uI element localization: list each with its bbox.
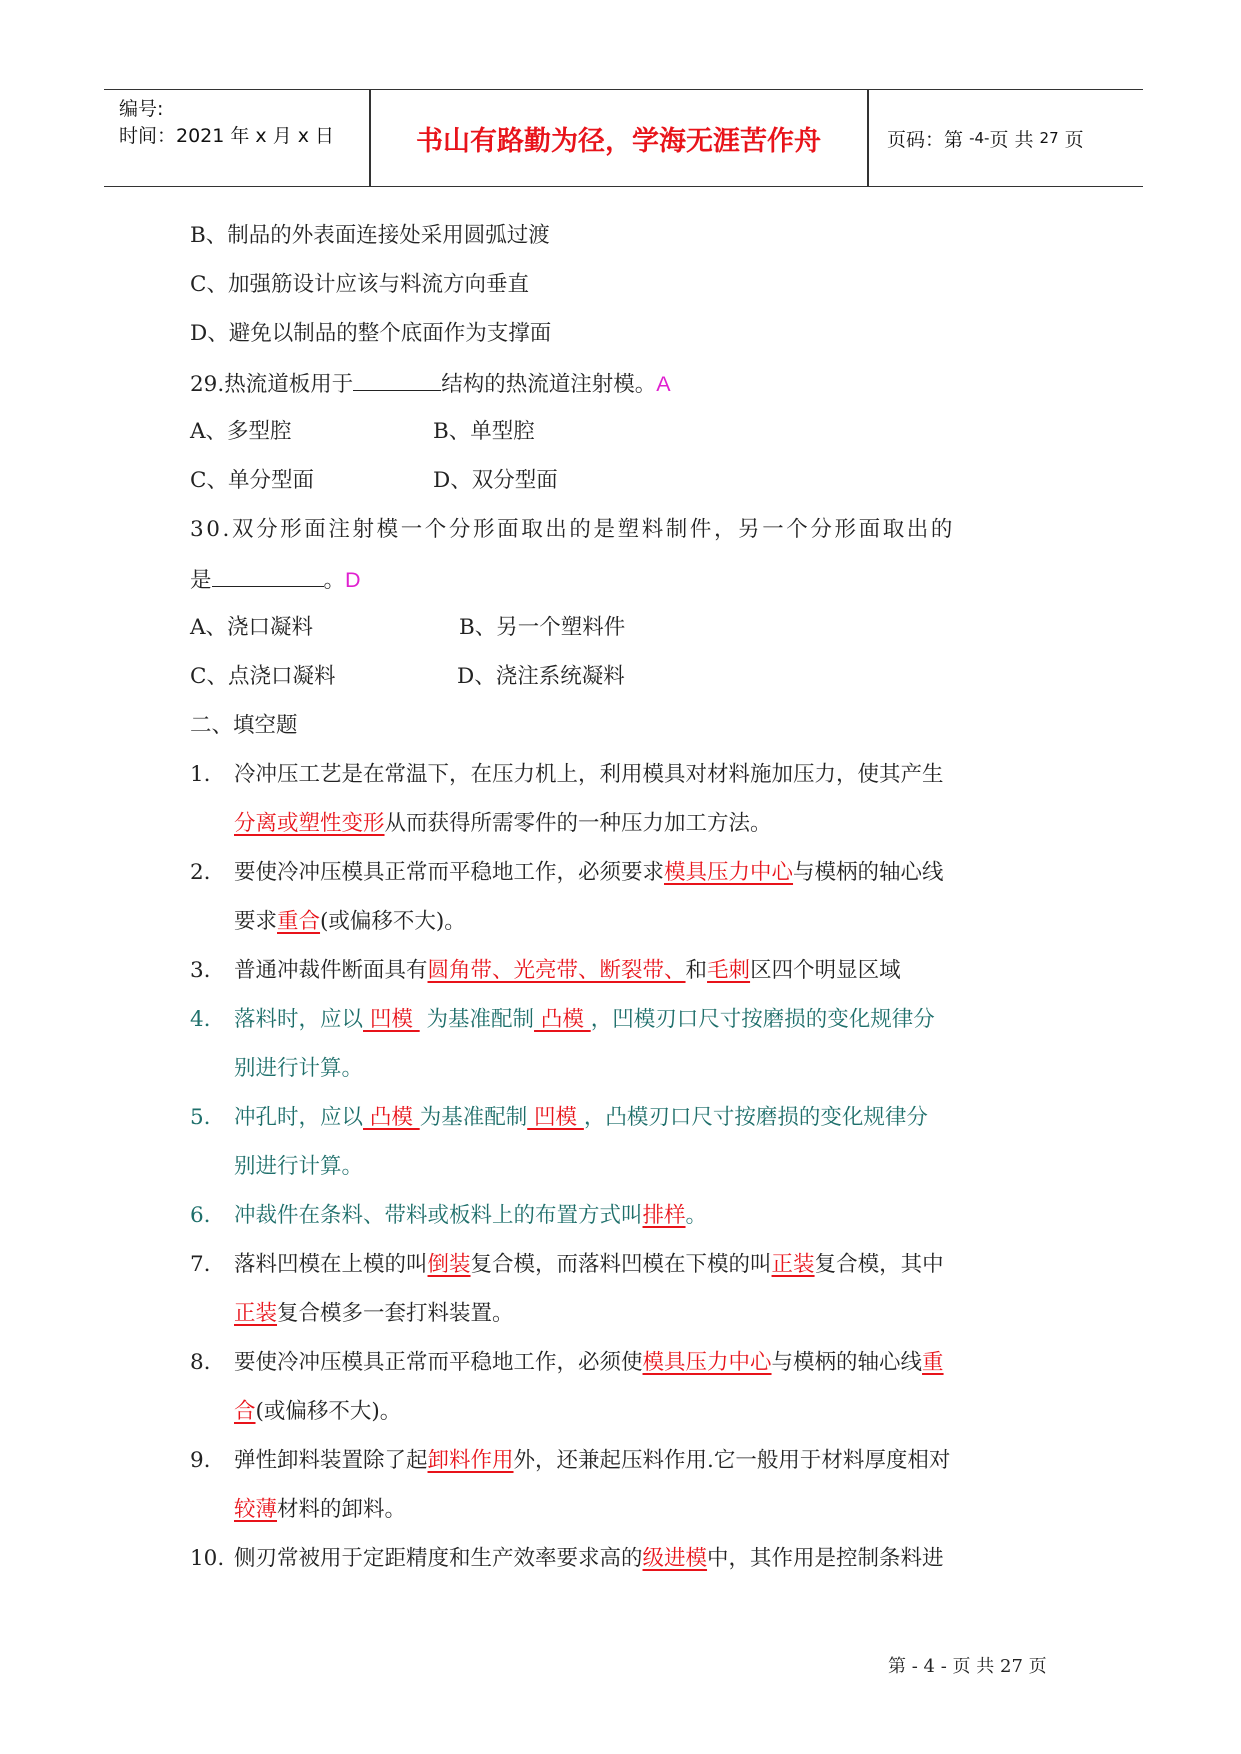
item-number: 1.	[190, 762, 211, 787]
footer-total: 27	[1000, 1656, 1023, 1677]
item-number: 5.	[190, 1105, 211, 1130]
fill-8-text: (或偏移不大)。	[255, 1399, 402, 1424]
fill-6-text: 。	[685, 1203, 708, 1228]
q30-option-b: B、另一个塑料件	[459, 615, 626, 640]
fill-3-answer: 圆角带、光亮带、断裂带、	[427, 958, 686, 983]
time-label: 时间：2021 年 x 月 x 日	[119, 125, 335, 147]
q30-answer: D	[345, 568, 361, 592]
fill-2-answer: 模具压力中心	[664, 860, 794, 885]
fill-9-line1	[234, 1446, 950, 1476]
section-fill-in-title: 二、填空题	[190, 713, 298, 738]
fill-10-text: 侧刃常被用于定距精度和生产效率要求高的	[234, 1546, 643, 1571]
fill-10-line1	[234, 1544, 944, 1574]
fill-7-text: 落料凹模在上模的叫	[234, 1252, 428, 1277]
page-total: 27	[1039, 129, 1059, 147]
number-label: 编号:	[119, 98, 164, 120]
page-header	[104, 89, 1143, 187]
q29-answer: A	[656, 372, 671, 396]
fill-1-text: 从而获得所需零件的一种压力加工方法。	[384, 811, 772, 836]
q29-text-pre: 29.热流道板用于	[190, 372, 354, 397]
fill-8-text: 要使冷冲压模具正常而平稳地工作，必须使	[234, 1350, 643, 1375]
fill-5-text: 为基准配制	[419, 1105, 528, 1130]
fill-7-text: 复合模，而落料凹模在下模的叫	[470, 1252, 772, 1277]
header-motto: 书山有路勤为径，学海无涯苦作舟	[416, 125, 821, 157]
footer-page: - 4 -	[911, 1656, 947, 1677]
item-number: 8.	[190, 1350, 211, 1375]
fill-7-line1	[234, 1250, 944, 1280]
option-b-28: B、制品的外表面连接处采用圆弧过渡	[190, 223, 550, 248]
option-d-28: D、避免以制品的整个底面作为支撑面	[190, 321, 552, 346]
fill-2-text: (或偏移不大)。	[320, 909, 466, 934]
fill-1-answer: 分离或塑性变形	[234, 811, 385, 836]
fill-5-line1	[234, 1103, 928, 1133]
q29-text-post: 结构的热流道注射模。	[441, 372, 657, 397]
fill-4-line2: 别进行计算。	[234, 1056, 364, 1081]
q29-option-a: A、多型腔	[190, 419, 292, 444]
fill-5-answer: 凹模	[527, 1105, 584, 1130]
fill-2-text: 要求	[234, 909, 278, 934]
page-suffix: 页	[1064, 128, 1084, 151]
fill-4-answer: 凹模	[363, 1007, 420, 1032]
item-number: 10.	[190, 1546, 225, 1571]
fill-2-answer: 重合	[277, 909, 321, 934]
q29-option-c: C、单分型面	[190, 468, 314, 493]
q30-text-post: 。	[323, 568, 346, 593]
header-page-info	[875, 90, 1155, 186]
option-c-28: C、加强筋设计应该与料流方向垂直	[190, 272, 529, 297]
header-meta	[119, 90, 369, 186]
fill-8-line2	[234, 1397, 401, 1427]
item-number: 4.	[190, 1007, 211, 1032]
fill-10-text: 中，其作用是控制条料进	[707, 1546, 944, 1571]
item-number: 6.	[190, 1203, 211, 1228]
item-number: 7.	[190, 1252, 211, 1277]
fill-9-text: 材料的卸料。	[277, 1497, 407, 1522]
item-number: 9.	[190, 1448, 211, 1473]
fill-6-line1	[234, 1201, 707, 1231]
fill-8-answer: 合	[234, 1399, 256, 1424]
q29-blank	[353, 368, 441, 391]
footer-mid: 页 共	[952, 1656, 995, 1677]
fill-7-answer: 倒装	[427, 1252, 471, 1277]
fill-3-answer: 毛刺	[707, 958, 751, 983]
fill-9-line2	[234, 1495, 406, 1525]
fill-3-text: 区四个明显区域	[750, 958, 901, 983]
page-number: -4-	[969, 129, 990, 147]
question-29	[190, 368, 671, 400]
fill-1-line1: 冷冲压工艺是在常温下，在压力机上，利用模具对材料施加压力，使其产生	[234, 762, 944, 787]
fill-5-answer: 凸模	[363, 1105, 420, 1130]
fill-7-answer: 正装	[771, 1252, 815, 1277]
fill-4-text: 为基准配制	[419, 1007, 535, 1032]
header-divider	[867, 90, 869, 186]
fill-6-answer: 排样	[642, 1203, 686, 1228]
fill-9-text: 外，还兼起压料作用.它一般用于材料厚度相对	[513, 1448, 951, 1473]
fill-5-text: 冲孔时，应以	[234, 1105, 364, 1130]
fill-3-text: 和	[685, 958, 708, 983]
page-footer	[888, 1652, 1047, 1678]
fill-9-answer: 较薄	[234, 1497, 278, 1522]
fill-8-answer: 模具压力中心	[642, 1350, 772, 1375]
q30-option-a: A、浇口凝料	[190, 615, 314, 640]
fill-4-line1	[234, 1005, 935, 1035]
fill-7-text: 复合模，其中	[814, 1252, 944, 1277]
fill-1-line2	[234, 809, 772, 839]
fill-3-line1	[234, 956, 901, 986]
q30-text-pre: 是	[190, 568, 212, 593]
item-number: 2.	[190, 860, 211, 885]
fill-4-text: 落料时，应以	[234, 1007, 364, 1032]
page-prefix: 页码：第	[887, 128, 964, 151]
fill-5-text: ，凸模刃口尺寸按磨损的变化规律分	[583, 1105, 928, 1130]
q30-blank	[212, 564, 324, 587]
fill-7-text: 复合模多一套打料装置。	[277, 1301, 514, 1326]
fill-9-text: 弹性卸料装置除了起	[234, 1448, 428, 1473]
fill-5-line2: 别进行计算。	[234, 1154, 364, 1179]
fill-4-text: ，凹模刃口尺寸按磨损的变化规律分	[590, 1007, 935, 1032]
q29-option-b: B、单型腔	[433, 419, 535, 444]
fill-3-text: 普通冲裁件断面具有	[234, 958, 428, 983]
fill-6-text: 冲裁件在条料、带料或板料上的布置方式叫	[234, 1203, 643, 1228]
page-mid: 页 共	[989, 128, 1034, 151]
fill-8-text: 与模柄的轴心线	[771, 1350, 923, 1375]
footer-suffix: 页	[1028, 1656, 1047, 1677]
item-number: 3.	[190, 958, 211, 983]
fill-7-answer: 正装	[234, 1301, 278, 1326]
fill-4-answer: 凸模	[534, 1007, 591, 1032]
q29-option-d: D、双分型面	[433, 468, 558, 493]
q30-option-c: C、点浇口凝料	[190, 664, 336, 689]
fill-7-line2	[234, 1299, 514, 1329]
fill-2-text: 要使冷冲压模具正常而平稳地工作，必须要求	[234, 860, 665, 885]
fill-2-text: 与模柄的轴心线	[793, 860, 944, 885]
footer-prefix: 第	[888, 1656, 906, 1677]
fill-10-answer: 级进模	[642, 1546, 708, 1571]
question-30-line2	[190, 564, 361, 596]
fill-2-line2	[234, 907, 466, 937]
q30-option-d: D、浇注系统凝料	[457, 664, 625, 689]
fill-8-answer: 重	[922, 1350, 944, 1375]
fill-2-line1	[234, 858, 944, 888]
question-30: 30.双分形面注射模一个分形面取出的是塑料制件，另一个分形面取出的	[190, 517, 955, 542]
fill-8-line1	[234, 1348, 944, 1378]
fill-9-answer: 卸料作用	[427, 1448, 514, 1473]
